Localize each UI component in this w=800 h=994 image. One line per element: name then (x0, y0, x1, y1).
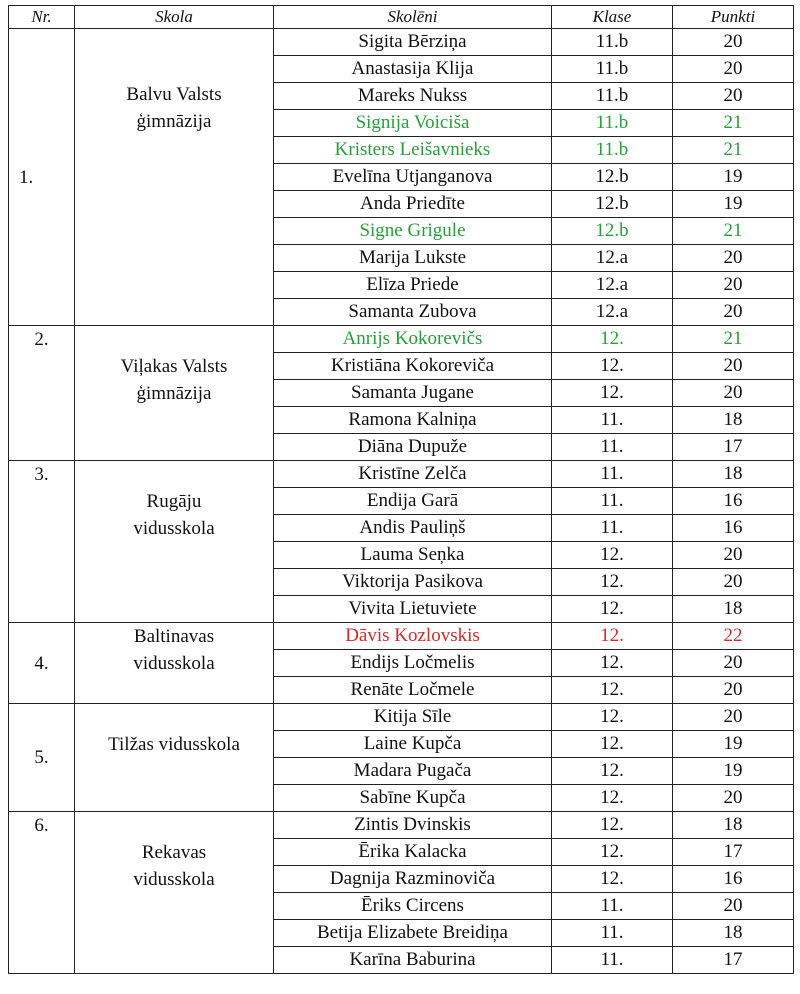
student-class: 12. (552, 785, 673, 812)
school-name-line: ģimnāzija (136, 383, 212, 404)
student-name: Renāte Ločmele (274, 677, 552, 704)
group-number: 3. (9, 461, 75, 623)
student-name: Kristers Leišavnieks (274, 137, 552, 164)
school-name-line: vidusskola (133, 869, 215, 890)
student-points: 20 (673, 785, 794, 812)
student-class: 12. (552, 812, 673, 839)
school-name (75, 326, 274, 461)
student-name: Ēriks Circens (274, 893, 552, 920)
student-points: 20 (673, 245, 794, 272)
table-row (9, 704, 794, 731)
student-class: 11. (552, 893, 673, 920)
student-class: 12. (552, 677, 673, 704)
school-name-line: Viļakas Valsts (120, 356, 228, 377)
student-points: 17 (673, 947, 794, 974)
student-points: 18 (673, 920, 794, 947)
student-name: Lauma Seņka (274, 542, 552, 569)
student-points: 19 (673, 191, 794, 218)
results-table (8, 5, 794, 974)
student-points: 16 (673, 866, 794, 893)
group-number: 5. (9, 704, 75, 812)
student-name: Anda Priedīte (274, 191, 552, 218)
student-name: Sigita Bērziņa (274, 29, 552, 56)
student-name: Anrijs Kokorevičs (274, 326, 552, 353)
student-points: 16 (673, 515, 794, 542)
table-row (9, 326, 794, 353)
student-points: 19 (673, 731, 794, 758)
school-name-line: Rekavas (141, 842, 207, 863)
school-name-line: Balvu Valsts (126, 84, 222, 105)
student-name: Vivita Lietuviete (274, 596, 552, 623)
student-name: Viktorija Pasikova (274, 569, 552, 596)
student-points: 18 (673, 596, 794, 623)
student-name: Endijs Ločmelis (274, 650, 552, 677)
school-name-line: ģimnāzija (136, 111, 212, 132)
student-name: Evelīna Utjanganova (274, 164, 552, 191)
header-skoleni: Skolēni (274, 6, 552, 29)
school-name-line: Baltinavas (133, 626, 215, 647)
student-name: Marija Lukste (274, 245, 552, 272)
student-points: 20 (673, 380, 794, 407)
school-name (75, 29, 274, 326)
student-class: 12. (552, 569, 673, 596)
student-points: 18 (673, 407, 794, 434)
school-name (75, 812, 274, 974)
student-points: 21 (673, 110, 794, 137)
header-punkti: Punkti (673, 6, 794, 29)
student-class: 11. (552, 461, 673, 488)
student-name: Zintis Dvinskis (274, 812, 552, 839)
student-points: 21 (673, 326, 794, 353)
student-class: 12. (552, 326, 673, 353)
student-name: Andis Pauliņš (274, 515, 552, 542)
student-points: 20 (673, 272, 794, 299)
school-name (75, 461, 274, 623)
student-name: Anastasija Klija (274, 56, 552, 83)
student-name: Signe Grigule (274, 218, 552, 245)
student-points: 20 (673, 893, 794, 920)
student-points: 16 (673, 488, 794, 515)
student-name: Karīna Baburina (274, 947, 552, 974)
student-class: 11. (552, 947, 673, 974)
student-name: Elīza Priede (274, 272, 552, 299)
student-points: 20 (673, 29, 794, 56)
student-name: Madara Pugača (274, 758, 552, 785)
student-points: 18 (673, 812, 794, 839)
student-name: Ramona Kalniņa (274, 407, 552, 434)
school-name-line: vidusskola (133, 653, 215, 674)
school-name (75, 704, 274, 812)
student-class: 12. (552, 704, 673, 731)
student-name: Kristīne Zelča (274, 461, 552, 488)
student-points: 20 (673, 83, 794, 110)
student-points: 19 (673, 758, 794, 785)
student-class: 11.b (552, 110, 673, 137)
student-class: 12. (552, 839, 673, 866)
school-name (75, 623, 274, 704)
table-row (9, 29, 794, 56)
student-class: 12. (552, 380, 673, 407)
student-points: 22 (673, 623, 794, 650)
student-name: Sabīne Kupča (274, 785, 552, 812)
student-points: 20 (673, 704, 794, 731)
student-class: 11. (552, 407, 673, 434)
student-points: 17 (673, 839, 794, 866)
student-class: 12. (552, 542, 673, 569)
student-name: Betija Elizabete Breidiņa (274, 920, 552, 947)
student-class: 12. (552, 596, 673, 623)
student-class: 12.b (552, 191, 673, 218)
student-class: 12.a (552, 299, 673, 326)
student-class: 12. (552, 731, 673, 758)
student-name: Dāvis Kozlovskis (274, 623, 552, 650)
student-name: Samanta Zubova (274, 299, 552, 326)
student-name: Kristiāna Kokoreviča (274, 353, 552, 380)
header-nr: Nr. (9, 6, 75, 29)
student-name: Ērika Kalacka (274, 839, 552, 866)
student-class: 12.a (552, 245, 673, 272)
student-points: 20 (673, 650, 794, 677)
student-class: 11. (552, 920, 673, 947)
student-points: 19 (673, 164, 794, 191)
student-points: 21 (673, 218, 794, 245)
student-class: 12.b (552, 164, 673, 191)
student-name: Samanta Jugane (274, 380, 552, 407)
student-name: Endija Garā (274, 488, 552, 515)
student-name: Mareks Nukss (274, 83, 552, 110)
table-row (9, 812, 794, 839)
group-number: 1. (9, 29, 75, 326)
student-class: 11. (552, 434, 673, 461)
school-name-line: Tilžas vidusskola (108, 734, 240, 755)
student-points: 20 (673, 299, 794, 326)
student-name: Diāna Dupuže (274, 434, 552, 461)
student-class: 12. (552, 866, 673, 893)
student-class: 12. (552, 650, 673, 677)
student-class: 12. (552, 758, 673, 785)
student-points: 20 (673, 56, 794, 83)
group-number: 6. (9, 812, 75, 974)
group-number: 4. (9, 623, 75, 704)
student-class: 11. (552, 488, 673, 515)
header-skola: Skola (75, 6, 274, 29)
student-class: 12.b (552, 218, 673, 245)
student-name: Dagnija Razminoviča (274, 866, 552, 893)
student-class: 11.b (552, 83, 673, 110)
student-name: Kitija Sīle (274, 704, 552, 731)
student-class: 11. (552, 515, 673, 542)
student-points: 20 (673, 569, 794, 596)
student-class: 11.b (552, 56, 673, 83)
student-class: 12.a (552, 272, 673, 299)
school-name-line: Rugāju (146, 491, 202, 512)
student-points: 20 (673, 677, 794, 704)
table-row (9, 461, 794, 488)
group-number: 2. (9, 326, 75, 461)
student-class: 12. (552, 623, 673, 650)
student-class: 11.b (552, 137, 673, 164)
student-points: 20 (673, 542, 794, 569)
student-points: 21 (673, 137, 794, 164)
student-points: 18 (673, 461, 794, 488)
student-points: 20 (673, 353, 794, 380)
school-name-line: vidusskola (133, 518, 215, 539)
student-name: Signija Voiciša (274, 110, 552, 137)
student-class: 11.b (552, 29, 673, 56)
header-row (9, 6, 794, 29)
student-points: 17 (673, 434, 794, 461)
student-class: 12. (552, 353, 673, 380)
student-name: Laine Kupča (274, 731, 552, 758)
table-row (9, 623, 794, 650)
header-klase: Klase (552, 6, 673, 29)
